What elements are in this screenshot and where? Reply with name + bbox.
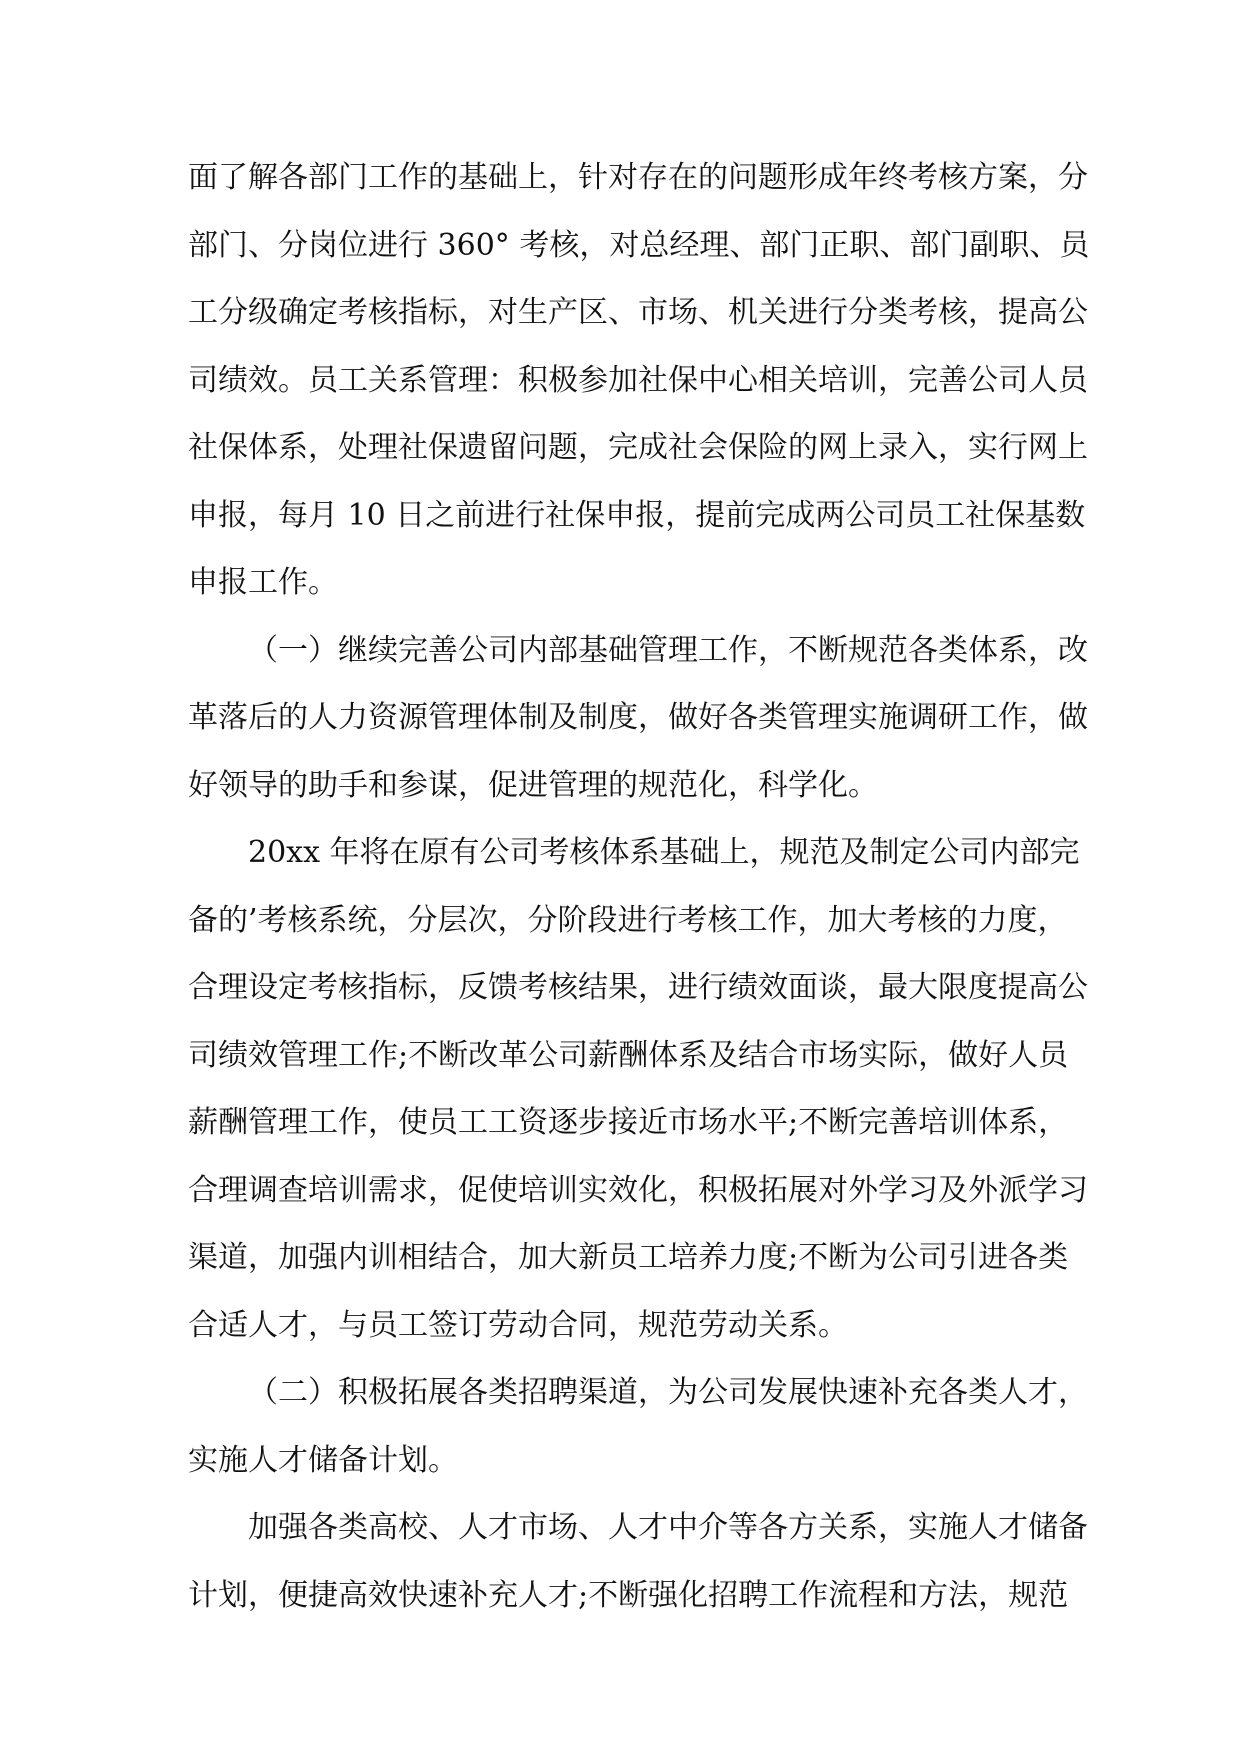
- paragraph-1-line-2: 部门、分岗位进行 360° 考核，对总经理、部门正职、部门副职、员: [188, 227, 1090, 263]
- paragraph-5-line-1: 加强各类高校、人才市场、人才中介等各方关系，实施人才储备: [248, 1510, 1088, 1545]
- paragraph-3-line-6: 合理调查培训需求，促使培训实效化，积极拓展对外学习及外派学习: [188, 1172, 1088, 1208]
- paragraph-1-line-1: 面了解各部门工作的基础上，针对存在的问题形成年终考核方案，分: [188, 160, 1088, 195]
- paragraph-1-line-4: 司绩效。员工关系管理：积极参加社保中心相关培训，完善公司人员: [188, 362, 1088, 398]
- paragraph-3-line-2: 备的’考核系统，分层次，分阶段进行考核工作，加大考核的力度，: [188, 902, 1068, 938]
- paragraph-1-line-5: 社保体系，处理社保遗留问题，完成社会保险的网上录入，实行网上: [188, 430, 1088, 465]
- paragraph-3-line-1: 20xx 年将在原有公司考核体系基础上，规范及制定公司内部完: [248, 835, 1080, 870]
- paragraph-5-line-2: 计划，便捷高效快速补充人才;不断强化招聘工作流程和方法，规范: [188, 1577, 1069, 1613]
- paragraph-2-line-2: 革落后的人力资源管理体制及制度，做好各类管理实施调研工作，做: [188, 700, 1088, 735]
- paragraph-4-line-1: （二）积极拓展各类招聘渠道，为公司发展快速补充各类人才，: [248, 1375, 1088, 1410]
- paragraph-1-line-7: 申报工作。: [188, 565, 338, 600]
- paragraph-3-line-5: 薪酬管理工作，使员工工资逐步接近市场水平;不断完善培训体系，: [188, 1105, 1069, 1140]
- paragraph-3-line-8: 合适人才，与员工签订劳动合同，规范劳动关系。: [188, 1307, 848, 1343]
- paragraph-3-line-4: 司绩效管理工作;不断改革公司薪酬体系及结合市场实际，做好人员: [188, 1037, 1069, 1073]
- paragraph-2-line-3: 好领导的助手和参谋，促进管理的规范化，科学化。: [188, 767, 878, 803]
- document-body: [188, 158, 1090, 1643]
- paragraph-1-line-6: 申报，每月 10 日之前进行社保申报，提前完成两公司员工社保基数: [188, 497, 1086, 533]
- paragraph-3-line-3: 合理设定考核指标，反馈考核结果，进行绩效面谈，最大限度提高公: [188, 970, 1088, 1005]
- paragraph-4-line-2: 实施人才储备计划。: [188, 1442, 458, 1478]
- paragraph-3-line-7: 渠道，加强内训相结合，加大新员工培养力度;不断为公司引进各类: [188, 1240, 1069, 1275]
- paragraph-2-line-1: （一）继续完善公司内部基础管理工作，不断规范各类体系，改: [248, 632, 1088, 668]
- paragraph-1-line-3: 工分级确定考核指标，对生产区、市场、机关进行分类考核，提高公: [188, 295, 1088, 330]
